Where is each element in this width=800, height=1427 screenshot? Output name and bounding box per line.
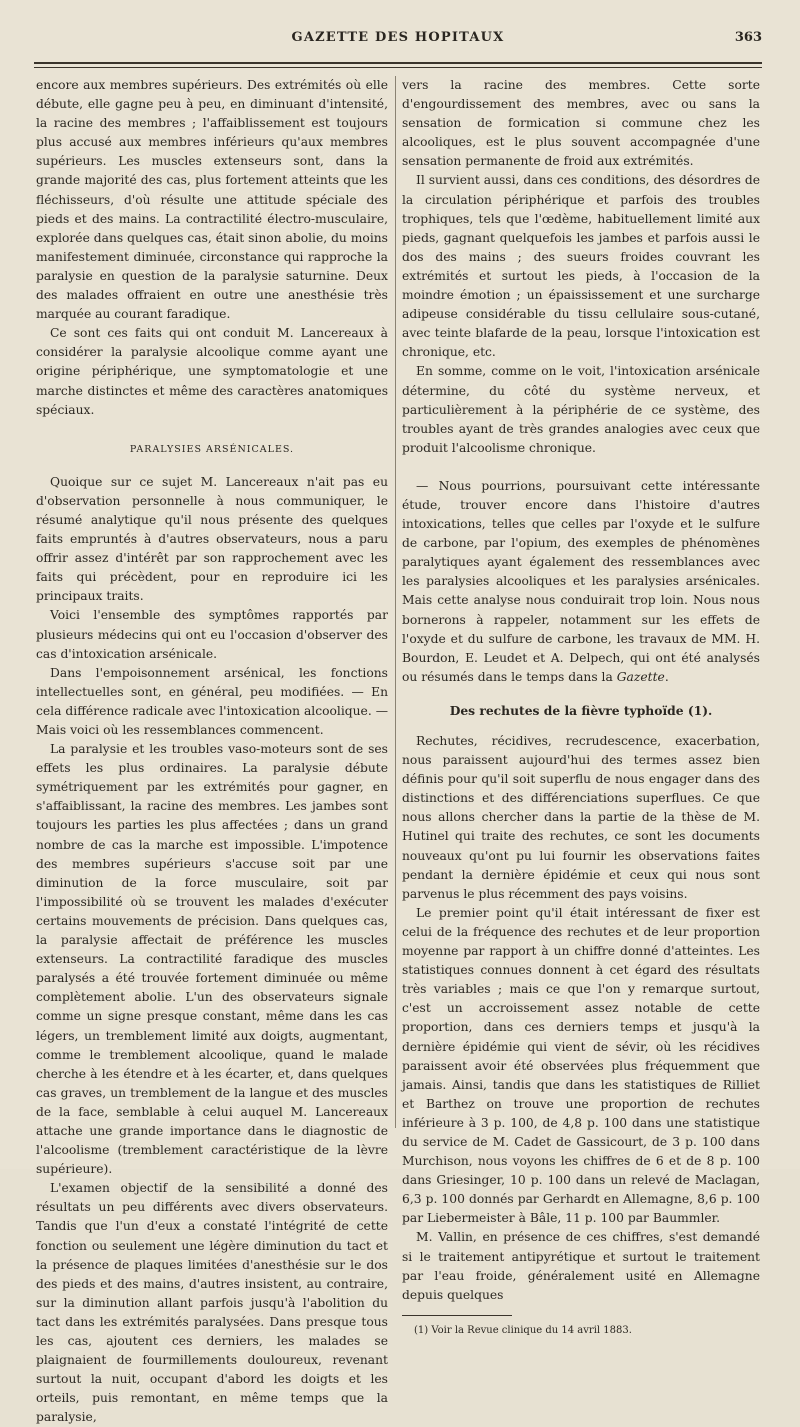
paragraph: L'examen objectif de la sensibilité a donné des résultats un peu différents avec divers observateurs. Tandis que l'un d'eux a constaté l'intégrité de cette fonction ou seulement une légère diminution du tact et la présence de plaques limitées d'anesthésie sur le dos des pieds et des mains, d'autres insistent, au contraire, sur la diminution allant parfois jusqu'à l'abolition du tact dans les extrémités paralysées. Dans presque tous les cas, ajoutent ces derniers, les malades se plaignaient de fourmillements douloureux, revenant surtout la nuit, occupant d'abord les doigts et les orteils, puis remontant, en même temps que la paralysie, xyxy=(36,1181,388,1425)
section-heading: Des rechutes de la fièvre typhoïde (1). xyxy=(449,702,713,718)
header-rule-thick xyxy=(34,62,762,64)
paragraph xyxy=(402,477,760,687)
paragraph: Rechutes, récidives, recrudescence, exacerbation, nous paraissent aujourd'hui des termes assez bien définis pour qu'il soit superflu de nous engager dans des distinctions et des différenciations superflues. Ce que nous allons chercher dans la partie de la thèse de M. Hutinel qui traite des rechutes, ce sont les documents nouveaux qu'ont pu lui fournir les observations faites pendant la dernière épidémie et ceux qui nous sont parvenus le plus récemment des pays voisins. xyxy=(402,734,760,901)
paragraph-end: . xyxy=(664,669,669,684)
paragraph: encore aux membres supérieurs. Des extrémités où elle débute, elle gagne peu à peu, en diminuant d'intensité, la racine des membres ; l'affaiblissement est toujours plus accusé aux membres inférieurs qu'aux membres supérieurs. Les muscles extenseurs sont, dans la grande majorité des cas, plus fortement atteints que les fléchisseurs, d'où résulte une attitude spéciale des pieds et des mains. La contractilité électro-musculaire, explorée dans quelques cas, était sinon abolie, du moins manifestement diminuée, circonstance qui rapproche la paralysie en question de la paralysie saturnine. Deux des malades offraient en outre une anesthésie très marquée au courant faradique. xyxy=(36,78,388,322)
page-number: 363 xyxy=(734,30,762,45)
paragraph: Le premier point qu'il était intéressant de fixer est celui de la fréquence des rechutes et de leur proportion moyenne par rapport à un chiffre donné d'atteintes. Les statistiques connues donnent à cet égard des résultats très variables ; mais ce que l'on y remarque surtout, c'est un accroissement assez notable de cette proportion, dans ces derniers temps et jusqu'à la dernière épidémie qui vient de sévir, où les récidives paraissent avoir été observées plus fréquemment que jamais. Ainsi, tandis que dans les statistiques de Rilliet et Barthez on trouve une proportion de rechutes inférieure à 3 p. 100, de 4,8 p. 100 dans une statistique du service de M. Cadet de Gassicourt, de 3 p. 100 dans Murchison, nous voyons les chiffres de 6 et de 8 p. 100 dans Griesinger, 10 p. 100 dans un relevé de Maclagan, 6,3 p. 100 donnés par Gerhardt en Allemagne, 8,6 p. 100 par Liebermeister à Bâle, 11 p. 100 par Baummler. xyxy=(402,905,760,1226)
paragraph: En somme, comme on le voit, l'intoxication arsénicale détermine, du côté du système nerveux, et particulièrement à la périphérie de ce système, des troubles ayant de très grandes analogies avec ceux que produit l'alcoolisme chronique. xyxy=(402,364,760,455)
header-rule-thin xyxy=(34,67,762,68)
paragraph: Dans l'empoisonnement arsénical, les fonctions intellectuelles sont, en général, peu modifiées. — En cela différence radicale avec l'intoxication alcoolique. — Mais voici où les ressemblances commencent. xyxy=(36,665,388,737)
paragraph: vers la racine des membres. Cette sorte d'engourdissement des membres, avec ou sans la sensation de formication si commune chez les alcooliques, est le plus souvent accompagnée d'une sensation permanente de froid aux extrémités. xyxy=(402,78,760,169)
paragraph: La paralysie et les troubles vaso-moteurs sont de ses effets les plus ordinaires. La paralysie débute symétriquement par les extrémités pour gagner, en s'affaiblissant, la racine des membres. Les jambes sont toujours les parties les plus affectées ; dans un grand nombre de cas la marche est impossible. L'impotence des membres supérieurs s'accuse soit par une diminution de la force musculaire, soit par l'impossibilité où se trouvent les malades d'exécuter certains mouvements de précision. Dans quelques cas, la paralysie affectait de préférence les muscles extenseurs. La contractilité faradique des muscles paralysés a été trouvée fortement diminuée ou même complètement abolie. L'un des observateurs signale comme un signe presque constant, même dans les cas légers, un tremblement limité aux doigts, augmentant, comme le tremblement alcoolique, quand le malade cherche à les étendre et à les écarter, et, dans quelques cas graves, un tremblement de la langue et des muscles de la face, semblable à celui auquel M. Lancereaux attache une grande importance dans le diagnostic de l'alcoolisme (tremblement caractéristique de la lèvre supérieure). xyxy=(36,742,388,1177)
journal-title: GAZETTE DES HOPITAUX xyxy=(291,30,505,45)
right-column xyxy=(402,76,760,1336)
paragraph: Voici l'ensemble des symptômes rapportés par plusieurs médecins qui ont eu l'occasion d'observer des cas d'intoxication arsénicale. xyxy=(36,608,388,661)
paragraph: Il survient aussi, dans ces conditions, des désordres de la circulation périphérique et parfois des troubles trophiques, tels que l'œdème, habituellement limité aux pieds, gagnant quelquefois les jambes et parfois aussi le dos des mains ; des sueurs froides couvrant les extrémités et surtout les pieds, à l'occasion de la moindre émotion ; un épaississement et une surcharge adipeuse considérable du tissu cellulaire sous-cutané, avec teinte blafarde de la peau, lorsque l'intoxication est chronique, etc. xyxy=(402,173,760,360)
section-heading: PARALYSIES ARSÉNICALES. xyxy=(129,443,295,455)
footnote: (1) Voir la Revue clinique du 14 avril 1883. xyxy=(414,1324,632,1336)
page-header xyxy=(34,30,762,52)
paragraph: Ce sont ces faits qui ont conduit M. Lancereaux à considérer la paralysie alcoolique comme ayant une origine périphérique, une symptomatologie et une marche distinctes et même des caractères anatomiques spéciaux. xyxy=(36,326,388,417)
paragraph: M. Vallin, en présence de ces chiffres, s'est demandé si le traitement antipyrétique et surtout le traitement par l'eau froide, généralement usité en Allemagne depuis quelques xyxy=(402,1230,760,1302)
left-column xyxy=(36,76,388,1425)
paragraph: Quoique sur ce sujet M. Lancereaux n'ait pas eu d'observation personnelle à nous communiquer, le résumé analytique qu'il nous présente des quelques faits empruntés à d'autres observateurs, nous a paru offrir assez d'intérêt par son rapprochement avec les faits qui précèdent, pour en reproduire ici les principaux traits. xyxy=(36,474,388,604)
footnote-rule xyxy=(402,1315,512,1316)
journal-name-italic: Gazette xyxy=(616,669,665,684)
paragraph-text: — Nous pourrions, poursuivant cette intéressante étude, trouver encore dans l'histoire d'autres intoxications, telles que celles par l'oxyde et le sulfure de carbone, par l'opium, des exemples de phénomènes paralytiques ayant également des ressemblances avec les paralysies alcooliques et les paralysies arsénicales. Mais cette analyse nous conduirait trop loin. Nous nous bornerons à rappeler, notamment sur les effets de l'oxyde et du sulfure de carbone, les travaux de MM. H. Bourdon, E. Leudet et A. Delpech, qui ont été analysés ou résumés dans le temps dans la xyxy=(402,478,760,684)
spacer xyxy=(402,458,760,477)
column-divider xyxy=(395,76,396,1128)
